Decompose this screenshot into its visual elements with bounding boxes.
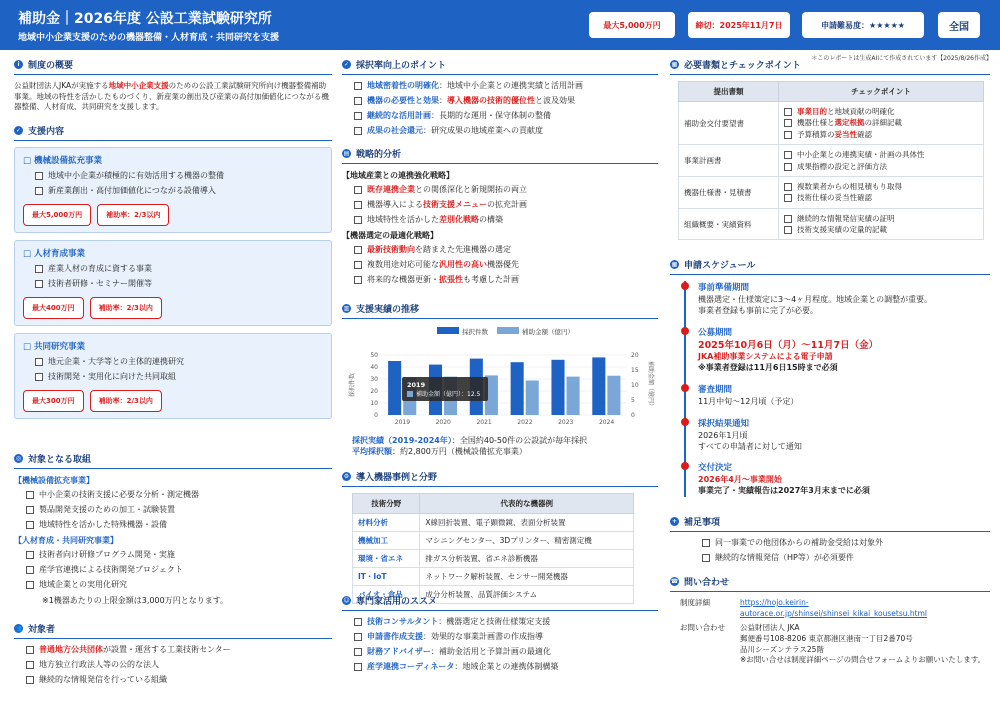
strategy-list-1	[342, 185, 658, 225]
schedule-title: 公募期間	[698, 327, 733, 338]
y2-tick: 5	[631, 397, 635, 404]
experts-section	[342, 594, 658, 677]
docs-checks	[779, 102, 984, 145]
phone-icon: ☎	[670, 578, 679, 585]
support-box	[14, 240, 332, 326]
bar-amount	[567, 377, 580, 415]
x-tick: 2022	[517, 419, 533, 426]
equipment-field: バイオ・食品	[353, 586, 420, 604]
support-pills	[23, 390, 323, 412]
docs-check: 技術支援実績の定量的記載	[784, 225, 978, 234]
strategy-item: 最新技術動向を踏まえた先進機器の選定	[354, 245, 658, 255]
docs-row	[679, 176, 984, 208]
schedule-title: 審査期間	[698, 385, 733, 395]
target-icon: ◎	[15, 455, 22, 462]
results-title: 支援実績の推移	[356, 305, 420, 315]
equipment-col2: 代表的な機器例	[420, 494, 634, 514]
expert-item: 産学連携コーディネータ：地域企業との連携体制構築	[354, 662, 658, 672]
equipment-examples: X線回折装置、電子顕微鏡、表面分析装置	[420, 514, 634, 532]
docs-check: 機器仕様と選定根拠の詳細記載	[784, 118, 978, 127]
eligible-title: 対象者	[28, 625, 56, 635]
point-item: 機器の必要性と効果：導入機器の技術的優位性と波及効果	[354, 96, 658, 106]
targets-note: ※1機器あたりの上限金額は3,000万円となります。	[42, 596, 229, 605]
highlight-text: 普通地方公共団体	[39, 645, 103, 654]
support-box-title: □ 共同研究事業	[23, 342, 85, 352]
target-item: 製品開発支援のための加工・試験装置	[26, 505, 332, 515]
calendar-icon: ▦	[671, 261, 678, 268]
targets-section	[14, 452, 332, 606]
equipment-examples: 成分分析装置、品質評価システム	[420, 586, 634, 604]
max-amount-badge: 最大5,000万円	[589, 12, 675, 38]
docs-table	[678, 81, 984, 240]
support-box	[14, 333, 332, 419]
schedule-line: 2026年1月頃	[698, 430, 748, 440]
eligible-item: 普通地方公共団体が設置・運営する工業技術センター	[26, 645, 332, 655]
strategy-list-2	[342, 245, 658, 285]
equipment-section	[342, 470, 658, 604]
y-tick: 40	[370, 364, 378, 371]
docs-check: 中小企業との連携実績・計画の具体性	[784, 150, 978, 159]
highlight-text: 最新技術動向	[367, 245, 415, 254]
y-tick: 30	[370, 376, 378, 383]
equipment-field: 機械加工	[353, 532, 420, 550]
strategy-title: 戦略的分析	[356, 150, 402, 160]
strategy-item: 地域特性を活かした差別化戦略の構築	[354, 215, 658, 225]
schedule-section	[670, 258, 990, 506]
strategy-item: 複数用途対応可能な汎用性の高い機器優先	[354, 260, 658, 270]
y-tick: 20	[370, 388, 378, 395]
strategy-section	[342, 147, 658, 290]
y2-tick: 20	[631, 352, 639, 359]
targets-title: 対象となる取組	[28, 455, 92, 465]
schedule-red: 2025年10月6日（月）〜11月7日（金）	[698, 339, 879, 351]
x-tick: 2023	[558, 419, 574, 426]
bar-count	[388, 361, 401, 415]
contact-title: 問い合わせ	[684, 578, 730, 588]
schedule-red: 2026年4月〜事業開始	[698, 475, 782, 485]
docs-checks	[779, 145, 984, 177]
document-icon: ▦	[671, 61, 678, 68]
bar-count	[592, 357, 605, 415]
highlight-text: 汎用性の高い	[439, 260, 487, 269]
page-subtitle: 地域中小企業支援のための機器整備・人材育成・共同研究を支援	[18, 33, 280, 43]
eligible-list	[14, 645, 332, 685]
tooltip-value: 補助金額（億円）：12.5	[416, 391, 481, 398]
info-icon: i	[14, 60, 23, 69]
schedule-item	[698, 461, 990, 497]
chart-icon: ▤	[343, 150, 350, 157]
expert-item: 財務アドバイザー：補助金活用と予算計画の最適化	[354, 647, 658, 657]
contact-addr1: 郵便番号108-8206 東京都港区港南一丁目2番70号	[740, 633, 913, 643]
docs-title: 必要書類とチェックポイント	[684, 61, 801, 71]
equipment-field: IT・IoT	[353, 568, 420, 586]
target-item: 地域特性を活かした特殊機器・設備	[26, 520, 332, 530]
difficulty-badge: 申請難易度：★★★★★	[802, 12, 924, 38]
max-amount-pill: 最大5,000万円	[23, 204, 91, 226]
schedule-line: 事業者登録も事前に完了が必要。	[698, 305, 818, 315]
support-point: 新産業創出・高付加価値化につながる設備導入	[35, 186, 323, 196]
max-amount-pill: 最大400万円	[23, 297, 84, 319]
page-header	[0, 0, 1000, 50]
strategy-group2: 【機器選定の最適化戦略】	[342, 231, 438, 240]
overview-text: 公益財団法人JKAが実施する地域中小企業支援のための公設工業試験研究所向け機器整備補助事業。地域の特性を活かしたものづくり、新産業の創出及び産業の高付加価値化につながる機器整備、人材育成、共同研究を支援します。	[14, 81, 329, 111]
y-tick: 0	[374, 412, 378, 419]
deadline-badge: 締切：2025年11月7日	[688, 12, 790, 38]
schedule-title: 事前準備期間	[698, 283, 750, 293]
equipment-examples: ネットワーク解析装置、センサー開発機器	[420, 568, 634, 586]
scope-badge: 全国	[938, 12, 980, 38]
legend-label-2: 補助金額（億円）	[522, 328, 574, 336]
docs-check: 成果指標の設定と評価方法	[784, 162, 978, 171]
docs-checks	[779, 208, 984, 240]
y-tick: 50	[370, 352, 378, 359]
highlight-text: 差別化戦略	[439, 215, 479, 224]
target-item: 産学官連携による技術開発プロジェクト	[26, 565, 332, 575]
overview-section	[14, 58, 332, 113]
bar-amount	[526, 381, 539, 416]
supplement-list	[690, 538, 990, 563]
schedule-item	[698, 281, 990, 317]
point-item: 地域密着性の明確化：地域中小企業との連携実績と活用計画	[354, 81, 658, 91]
supplement-section	[670, 515, 990, 568]
check-icon: ✓	[343, 61, 350, 68]
eligible-item: 地方独立行政法人等の公的な法人	[26, 660, 332, 670]
detail-label: 制度詳細	[680, 598, 710, 607]
targets-list	[14, 475, 332, 590]
bar-chart-icon: ▥	[343, 305, 350, 312]
expert-item: 申請書作成支援：効果的な事業計画書の作成指導	[354, 632, 658, 642]
bar-amount	[607, 376, 620, 415]
users-icon: 👥	[14, 625, 23, 632]
y2-axis-label: 補助金額（億円）	[647, 360, 654, 410]
support-point: 地域中小企業が積極的に有効活用する機器の整備	[35, 171, 323, 181]
point-key: 成果の社会還元	[367, 126, 423, 135]
support-pills	[23, 204, 323, 226]
target-group-title: 【人材育成・共同研究事業】	[14, 536, 118, 545]
overview-title: 制度の概要	[28, 61, 74, 71]
contact-addr2: 品川シーズンテラス25階	[740, 644, 824, 654]
gear-icon: ⚙	[343, 473, 350, 480]
docs-row	[679, 145, 984, 177]
docs-check: 技術仕様の妥当性確認	[784, 193, 978, 202]
expert-item: 技術コンサルタント：機器選定と技術仕様策定支援	[354, 617, 658, 627]
point-key: 地域密着性の明確化	[367, 81, 439, 90]
results-section	[342, 302, 658, 457]
docs-name: 機器仕様書・見積書	[679, 176, 779, 208]
person-icon: ☺	[343, 597, 350, 604]
schedule-bold: 事業完了・実績報告は2027年3月末までに必須	[698, 486, 870, 496]
expert-role: 財務アドバイザー	[367, 647, 431, 656]
supplement-item: 同一事業での他団体からの補助金受給は対象外	[702, 538, 990, 548]
docs-highlight: 事業目的	[797, 107, 827, 116]
legend-swatch-2	[497, 327, 519, 334]
highlight-text: 拡張性	[439, 275, 463, 284]
expert-role: 技術コンサルタント	[367, 617, 439, 626]
contact-note: ※お問い合せは制度詳細ページの問合せフォームよりお願いいたします。	[740, 655, 986, 665]
support-box-title: □ 人材育成事業	[23, 249, 85, 259]
docs-section	[670, 58, 990, 240]
schedule-item	[698, 326, 990, 374]
schedule-item	[698, 417, 990, 453]
x-tick: 2024	[598, 419, 615, 426]
legend-label-1: 採択件数	[462, 328, 488, 336]
schedule-title: 申請スケジュール	[684, 261, 756, 271]
results-summary: 採択実績（2019-2024年）：全国約40-50件の公設試が毎年採択 平均採択額：約2,800万円（機械設備拡充事業）	[352, 436, 588, 457]
equipment-col1: 技術分野	[353, 494, 420, 514]
equipment-examples: 排ガス分析装置、省エネ診断機器	[420, 550, 634, 568]
eligible-section	[14, 622, 332, 690]
docs-name: 事業計画書	[679, 145, 779, 177]
support-box	[14, 147, 332, 233]
equipment-row	[353, 532, 634, 550]
point-item: 成果の社会還元：研究成果の地域産業への貢献度	[354, 126, 658, 136]
supplement-title: 補足事項	[684, 518, 721, 528]
highlight-text: 既存連携企業	[367, 185, 415, 194]
supplement-item: 継続的な情報発信（HP等）が必須要件	[702, 553, 990, 563]
plus-icon: +	[671, 518, 678, 525]
strategy-group1: 【地域産業との連携強化戦略】	[342, 171, 454, 180]
tooltip-year: 2019	[407, 381, 426, 389]
schedule-title: 採択結果通知	[698, 418, 750, 429]
rate-pill: 補助率：2/3以内	[90, 390, 162, 412]
legend-swatch-1	[437, 327, 459, 334]
support-point: 技術開発・実用化に向けた共同取組	[35, 372, 323, 382]
highlight-text: 技術支援メニュー	[423, 200, 487, 209]
expert-role: 産学連携コーディネータ	[367, 662, 455, 671]
support-point: 産業人材の育成に資する事業	[35, 264, 323, 274]
strategy-item: 既存連携企業との関係深化と新規開拓の両立	[354, 185, 658, 195]
detail-link[interactable]: https://hojo.keirin-autorace.or.jp/shinsei/shinsei_kikai_kousetsu.html	[740, 598, 927, 618]
y-axis-label: 採択件数	[349, 372, 356, 398]
docs-highlight: 妥当性	[834, 129, 857, 139]
docs-checks	[779, 176, 984, 208]
docs-name: 補助金交付要望書	[679, 102, 779, 145]
points-list	[342, 81, 658, 136]
support-title: 支援内容	[28, 127, 65, 137]
support-point: 技術者研修・セミナー開催等	[35, 279, 323, 289]
equipment-title: 導入機器事例と分野	[356, 473, 438, 483]
x-tick: 2021	[476, 419, 492, 426]
point-key: 機器の必要性と効果	[367, 96, 439, 105]
eligible-item: 継続的な情報発信を行っている組織	[26, 675, 332, 685]
bar-count	[511, 362, 524, 415]
x-tick: 2019	[394, 419, 411, 426]
strategy-item: 機器導入による技術支援メニューの拡充計画	[354, 200, 658, 210]
point-item: 継続的な活用計画：長期的な運用・保守体制の整備	[354, 111, 658, 121]
y2-tick: 10	[631, 382, 639, 389]
equipment-row	[353, 514, 634, 532]
points-title: 採択率向上のポイント	[356, 61, 447, 71]
experts-list	[342, 617, 658, 672]
support-point: 地元企業・大学等との主体的連携研究	[35, 357, 323, 367]
point-key: 継続的な活用計画	[367, 111, 431, 120]
equipment-row	[353, 568, 634, 586]
support-list	[14, 147, 332, 419]
equipment-field: 環境・省エネ	[353, 550, 420, 568]
schedule-line: 11月中旬〜12月頃（予定）	[698, 397, 799, 406]
check-icon: ✓	[15, 127, 22, 134]
experts-title: 専門家活用のススメ	[356, 597, 438, 607]
docs-row	[679, 102, 984, 145]
schedule-item	[698, 383, 990, 408]
schedule-line: すべての申請者に対して通知	[698, 441, 802, 451]
target-item: 中小企業の技術支援に必要な分析・測定機器	[26, 490, 332, 500]
results-chart	[342, 325, 658, 430]
docs-check: 複数業者からの相見積もり取得	[784, 182, 978, 191]
schedule-bold: ※事業者登録は11月6日15時まで必須	[698, 363, 838, 373]
page-title: 補助金｜2026年度 公設工業試験研究所	[18, 11, 272, 27]
inquiry-label: お問い合わせ	[680, 622, 725, 632]
schedule-title: 交付決定	[698, 463, 733, 474]
equipment-field: 材料分析	[353, 514, 420, 532]
support-section	[14, 124, 332, 426]
docs-check: 事業目的と地域貢献の明確化	[784, 107, 978, 116]
points-section	[342, 58, 658, 141]
docs-check: 継続的な情報発信実績の証明	[784, 214, 978, 223]
point-highlight: 導入機器の技術的優位性	[447, 96, 535, 105]
target-item: 地域企業との実用化研究	[26, 580, 332, 590]
docs-row	[679, 208, 984, 240]
expert-role: 申請書作成支援	[367, 632, 423, 641]
schedule-line: 機器選定・仕様策定に3〜4ヶ月程度。地域企業との調整が重要。	[698, 295, 933, 304]
support-pills	[23, 297, 323, 319]
support-box-title: □ 機械設備拡充事業	[23, 156, 102, 166]
ai-note: ＊このレポートは生成AIにて作成されています【2025/8/26作成】	[811, 55, 992, 62]
schedule-timeline	[684, 281, 990, 497]
schedule-red: JKA補助事業システムによる電子申請	[698, 352, 833, 362]
strategy-item: 将来的な機器更新・拡張性も考慮した計画	[354, 275, 658, 285]
docs-check: 予算積算の妥当性確認	[784, 130, 978, 139]
docs-highlight: 選定根拠	[834, 118, 865, 128]
x-tick: 2020	[435, 419, 451, 426]
y2-tick: 0	[631, 412, 635, 419]
rate-pill: 補助率：2/3以内	[90, 297, 162, 319]
equipment-examples: マシニングセンター、3Dプリンター、精密測定機	[420, 532, 634, 550]
contact-org: 公益財団法人 JKA	[740, 622, 800, 632]
contact-section	[670, 575, 990, 666]
max-amount-pill: 最大300万円	[23, 390, 84, 412]
rate-pill: 補助率：2/3以内	[97, 204, 169, 226]
tooltip-swatch	[407, 391, 413, 397]
bar-count	[551, 360, 564, 415]
y2-tick: 15	[631, 367, 639, 374]
docs-col2: チェックポイント	[779, 82, 984, 102]
target-group-title: 【機械設備拡充事業】	[14, 476, 94, 485]
equipment-table	[352, 493, 634, 604]
target-item: 技術者向け研修プログラム開発・実施	[26, 550, 332, 560]
docs-name: 組織概要・実績資料	[679, 208, 779, 240]
docs-col1: 提出書類	[679, 82, 779, 102]
y-tick: 10	[370, 400, 378, 407]
equipment-row	[353, 550, 634, 568]
